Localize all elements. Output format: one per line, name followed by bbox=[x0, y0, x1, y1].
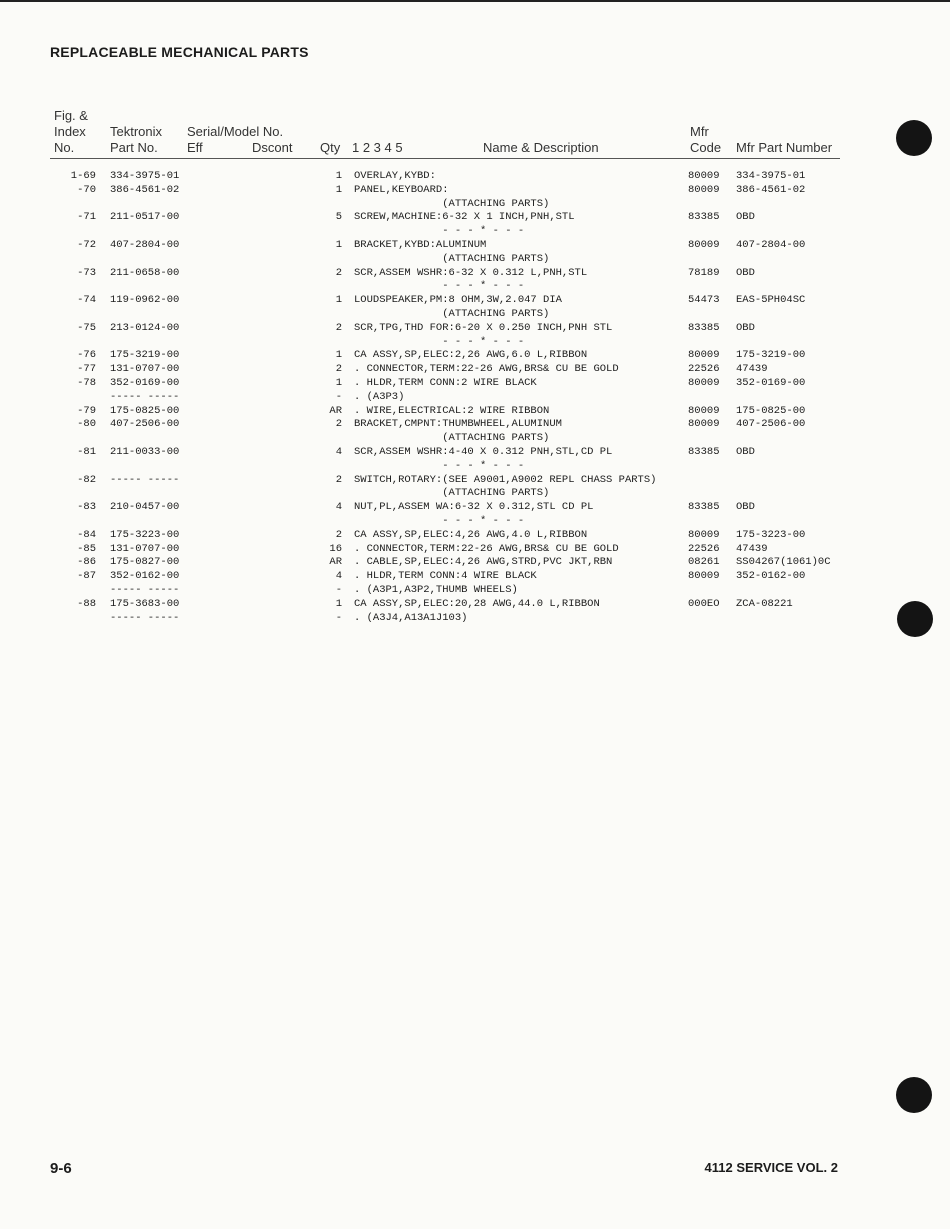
fig-index-cell: -88 bbox=[77, 597, 96, 610]
table-row bbox=[0, 253, 950, 267]
fig-index-cell: 1-69 bbox=[70, 170, 96, 182]
header-fig-index-no bbox=[54, 108, 88, 156]
header-fig-line: Fig. & bbox=[54, 108, 88, 123]
part-number-cell: 119-0962-00 bbox=[110, 294, 180, 307]
qty-cell: 1 bbox=[335, 170, 342, 182]
qty-cell: 2 bbox=[335, 266, 342, 279]
qty-cell: 2 bbox=[335, 418, 342, 431]
table-row bbox=[0, 598, 950, 612]
table-row bbox=[0, 267, 950, 281]
table-row bbox=[0, 584, 950, 598]
description-cell: - - - * - - - bbox=[354, 514, 525, 527]
description-cell: . CONNECTOR,TERM:22-26 AWG,BRS& CU BE GOLD bbox=[354, 363, 619, 376]
mfr-part-number-cell: 352-0169-00 bbox=[736, 376, 806, 389]
qty-cell: 1 bbox=[335, 294, 342, 307]
table-row bbox=[0, 308, 950, 322]
mfr-part-number-cell: 386-4561-02 bbox=[736, 183, 806, 196]
mfr-code-cell: 80009 bbox=[688, 376, 720, 389]
table-row bbox=[0, 391, 950, 405]
table-row bbox=[0, 405, 950, 419]
header-serial-model-no: Serial/Model No. bbox=[187, 124, 284, 139]
fig-index-cell: -80 bbox=[77, 418, 96, 431]
description-cell: . HLDR,TERM CONN:4 WIRE BLACK bbox=[354, 570, 537, 583]
mfr-part-number-cell: OBD bbox=[736, 445, 755, 458]
mfr-part-number-cell: 175-3219-00 bbox=[736, 349, 806, 362]
description-cell: - - - * - - - bbox=[354, 459, 525, 472]
header-qty: Qty bbox=[320, 140, 341, 155]
mfr-part-number-cell: OBD bbox=[736, 501, 755, 514]
fig-index-cell: -76 bbox=[77, 349, 96, 362]
description-cell: CA ASSY,SP,ELEC:20,28 AWG,44.0 L,RIBBON bbox=[354, 597, 600, 610]
mfr-code-cell: 80009 bbox=[688, 238, 720, 251]
description-cell: CA ASSY,SP,ELEC:4,26 AWG,4.0 L,RIBBON bbox=[354, 528, 588, 541]
table-row bbox=[0, 570, 950, 584]
description-cell: . (A3J4,A13A1J103) bbox=[354, 611, 468, 624]
description-cell: (ATTACHING PARTS) bbox=[354, 252, 550, 265]
header-part-no bbox=[110, 124, 162, 156]
mfr-code-cell: 83385 bbox=[688, 321, 720, 334]
fig-index-cell: -81 bbox=[77, 445, 96, 458]
fig-index-cell: -79 bbox=[77, 404, 96, 417]
description-cell: - - - * - - - bbox=[354, 225, 525, 238]
table-row bbox=[0, 280, 950, 294]
qty-cell: - bbox=[335, 390, 342, 403]
fig-index-cell: -82 bbox=[77, 473, 96, 486]
table-row bbox=[0, 515, 950, 529]
qty-cell: 4 bbox=[335, 445, 342, 458]
table-row bbox=[0, 322, 950, 336]
mfr-part-number-cell: 175-3223-00 bbox=[736, 528, 806, 541]
mfr-code-cell: 83385 bbox=[688, 445, 720, 458]
mfr-part-number-cell: 334-3975-01 bbox=[736, 170, 806, 182]
mfr-code-cell: 80009 bbox=[688, 418, 720, 431]
description-cell: SCR,ASSEM WSHR:4-40 X 0.312 PNH,STL,CD PL bbox=[354, 445, 613, 458]
fig-index-cell: -84 bbox=[77, 528, 96, 541]
mfr-part-number-cell: 175-0825-00 bbox=[736, 404, 806, 417]
qty-cell: 1 bbox=[335, 376, 342, 389]
mfr-code-cell: 83385 bbox=[688, 501, 720, 514]
fig-index-cell: -70 bbox=[77, 183, 96, 196]
page-number: 9-6 bbox=[50, 1160, 72, 1177]
mfr-part-number-cell: OBD bbox=[736, 211, 755, 224]
fig-index-cell: -78 bbox=[77, 376, 96, 389]
description-cell: . HLDR,TERM CONN:2 WIRE BLACK bbox=[354, 376, 537, 389]
description-cell: . WIRE,ELECTRICAL:2 WIRE RIBBON bbox=[354, 404, 550, 417]
mfr-part-number-cell: 352-0162-00 bbox=[736, 570, 806, 583]
mfr-code-cell: 22526 bbox=[688, 363, 720, 376]
description-cell: LOUDSPEAKER,PM:8 OHM,3W,2.047 DIA bbox=[354, 294, 562, 307]
description-cell: (ATTACHING PARTS) bbox=[354, 307, 550, 320]
qty-cell: 2 bbox=[335, 363, 342, 376]
part-number-cell: 175-0825-00 bbox=[110, 404, 180, 417]
mfr-code-cell: 54473 bbox=[688, 294, 720, 307]
part-number-cell: 211-0517-00 bbox=[110, 211, 180, 224]
header-mfr-code bbox=[690, 124, 721, 156]
part-number-cell: 175-3683-00 bbox=[110, 597, 180, 610]
mfr-part-number-cell: 407-2804-00 bbox=[736, 238, 806, 251]
manual-title: 4112 SERVICE VOL. 2 bbox=[704, 1160, 838, 1175]
table-row bbox=[0, 170, 950, 184]
mfr-code-cell: 83385 bbox=[688, 211, 720, 224]
part-number-cell: 175-3219-00 bbox=[110, 349, 180, 362]
description-cell: PANEL,KEYBOARD: bbox=[354, 183, 449, 196]
qty-cell: 4 bbox=[335, 570, 342, 583]
qty-cell: 2 bbox=[335, 528, 342, 541]
mfr-code-cell: 80009 bbox=[688, 183, 720, 196]
description-cell: . CABLE,SP,ELEC:4,26 AWG,STRD,PVC JKT,RBN bbox=[354, 556, 613, 569]
description-cell: . CONNECTOR,TERM:22-26 AWG,BRS& CU BE GOLD bbox=[354, 542, 619, 555]
fig-index-cell: -83 bbox=[77, 501, 96, 514]
qty-cell: 1 bbox=[335, 597, 342, 610]
mfr-code-cell: 80009 bbox=[688, 349, 720, 362]
mfr-code-cell: 80009 bbox=[688, 170, 720, 182]
table-row bbox=[0, 432, 950, 446]
mfr-code-cell: 000EO bbox=[688, 597, 720, 610]
mfr-part-number-cell: OBD bbox=[736, 321, 755, 334]
table-row bbox=[0, 349, 950, 363]
mfr-part-number-cell: OBD bbox=[736, 266, 755, 279]
header-dscont: Dscont bbox=[252, 140, 293, 155]
header-mfr-part-number: Mfr Part Number bbox=[736, 140, 833, 155]
part-number-cell: 175-3223-00 bbox=[110, 528, 180, 541]
part-number-cell: 211-0033-00 bbox=[110, 445, 180, 458]
fig-index-cell: -74 bbox=[77, 294, 96, 307]
mfr-part-number-cell: 407-2506-00 bbox=[736, 418, 806, 431]
description-cell: NUT,PL,ASSEM WA:6-32 X 0.312,STL CD PL bbox=[354, 501, 594, 514]
table-row bbox=[0, 474, 950, 488]
header-code-line: Code bbox=[690, 140, 722, 155]
part-number-cell: 407-2804-00 bbox=[110, 238, 180, 251]
part-number-cell: ----- ----- bbox=[110, 390, 180, 403]
mfr-part-number-cell: ZCA-08221 bbox=[736, 597, 793, 610]
header-level-digits: 1 2 3 4 5 bbox=[352, 140, 403, 155]
punch-hole-middle bbox=[897, 601, 933, 637]
page-title: REPLACEABLE MECHANICAL PARTS bbox=[50, 44, 309, 60]
qty-cell: - bbox=[335, 583, 342, 596]
parts-table bbox=[0, 170, 950, 625]
mfr-code-cell: 22526 bbox=[688, 542, 720, 555]
fig-index-cell: -72 bbox=[77, 238, 96, 251]
part-number-cell: ----- ----- bbox=[110, 583, 180, 596]
fig-index-cell: -85 bbox=[77, 542, 96, 555]
description-cell: OVERLAY,KYBD: bbox=[354, 170, 436, 182]
description-cell: BRACKET,CMPNT:THUMBWHEEL,ALUMINUM bbox=[354, 418, 562, 431]
part-number-cell: 386-4561-02 bbox=[110, 183, 180, 196]
part-number-cell: 175-0827-00 bbox=[110, 556, 180, 569]
table-row bbox=[0, 460, 950, 474]
mfr-part-number-cell: 47439 bbox=[736, 363, 768, 376]
header-name-description: Name & Description bbox=[483, 140, 599, 155]
table-row bbox=[0, 225, 950, 239]
table-row bbox=[0, 543, 950, 557]
part-number-cell: 211-0658-00 bbox=[110, 266, 180, 279]
header-rule bbox=[50, 158, 840, 159]
header-no-line: No. bbox=[54, 140, 75, 155]
table-row bbox=[0, 239, 950, 253]
part-number-cell: ----- ----- bbox=[110, 473, 180, 486]
punch-hole-top bbox=[896, 120, 932, 156]
mfr-part-number-cell: SS04267(1061)0C bbox=[736, 556, 831, 569]
header-mfr-line: Mfr bbox=[690, 124, 709, 139]
description-cell: . (A3P1,A3P2,THUMB WHEELS) bbox=[354, 583, 518, 596]
description-cell: SCREW,MACHINE:6-32 X 1 INCH,PNH,STL bbox=[354, 211, 575, 224]
fig-index-cell: -87 bbox=[77, 570, 96, 583]
description-cell: - - - * - - - bbox=[354, 280, 525, 293]
table-row bbox=[0, 184, 950, 198]
part-number-cell: 334-3975-01 bbox=[110, 170, 180, 182]
mfr-code-cell: 80009 bbox=[688, 528, 720, 541]
part-number-cell: 210-0457-00 bbox=[110, 501, 180, 514]
description-cell: SWITCH,ROTARY:(SEE A9001,A9002 REPL CHASS PARTS) bbox=[354, 473, 657, 486]
description-cell: . (A3P3) bbox=[354, 390, 405, 403]
part-number-cell: 352-0162-00 bbox=[110, 570, 180, 583]
table-row bbox=[0, 612, 950, 626]
qty-cell: AR bbox=[329, 404, 342, 417]
part-number-cell: 131-0707-00 bbox=[110, 363, 180, 376]
qty-cell: 5 bbox=[335, 211, 342, 224]
header-tektronix: Tektronix bbox=[110, 124, 163, 139]
part-number-cell: 352-0169-00 bbox=[110, 376, 180, 389]
header-part-no-line: Part No. bbox=[110, 140, 158, 155]
fig-index-cell: -86 bbox=[77, 556, 96, 569]
mfr-code-cell: 78189 bbox=[688, 266, 720, 279]
page-top-edge bbox=[0, 0, 950, 2]
table-row bbox=[0, 418, 950, 432]
table-row bbox=[0, 363, 950, 377]
description-cell: (ATTACHING PARTS) bbox=[354, 487, 550, 500]
description-cell: (ATTACHING PARTS) bbox=[354, 197, 550, 210]
header-index-line: Index bbox=[54, 124, 86, 139]
fig-index-cell: -73 bbox=[77, 266, 96, 279]
fig-index-cell: -75 bbox=[77, 321, 96, 334]
qty-cell: 2 bbox=[335, 321, 342, 334]
qty-cell: 1 bbox=[335, 349, 342, 362]
qty-cell: 4 bbox=[335, 501, 342, 514]
description-cell: BRACKET,KYBD:ALUMINUM bbox=[354, 238, 487, 251]
table-row bbox=[0, 336, 950, 350]
header-eff: Eff bbox=[187, 140, 203, 155]
part-number-cell: 407-2506-00 bbox=[110, 418, 180, 431]
table-row bbox=[0, 198, 950, 212]
mfr-code-cell: 08261 bbox=[688, 556, 720, 569]
description-cell: SCR,ASSEM WSHR:6-32 X 0.312 L,PNH,STL bbox=[354, 266, 588, 279]
qty-cell: AR bbox=[329, 556, 342, 569]
description-cell: CA ASSY,SP,ELEC:2,26 AWG,6.0 L,RIBBON bbox=[354, 349, 588, 362]
qty-cell: 1 bbox=[335, 238, 342, 251]
part-number-cell: 131-0707-00 bbox=[110, 542, 180, 555]
table-row bbox=[0, 294, 950, 308]
description-cell: (ATTACHING PARTS) bbox=[354, 432, 550, 445]
punch-hole-bottom bbox=[896, 1077, 932, 1113]
table-row bbox=[0, 487, 950, 501]
qty-cell: - bbox=[335, 611, 342, 624]
table-row bbox=[0, 501, 950, 515]
table-row bbox=[0, 377, 950, 391]
qty-cell: 1 bbox=[335, 183, 342, 196]
table-row bbox=[0, 529, 950, 543]
mfr-part-number-cell: 47439 bbox=[736, 542, 768, 555]
mfr-part-number-cell: EAS-5PH04SC bbox=[736, 294, 806, 307]
qty-cell: 16 bbox=[329, 542, 342, 555]
description-cell: - - - * - - - bbox=[354, 335, 525, 348]
qty-cell: 2 bbox=[335, 473, 342, 486]
mfr-code-cell: 80009 bbox=[688, 404, 720, 417]
table-row bbox=[0, 556, 950, 570]
description-cell: SCR,TPG,THD FOR:6-20 X 0.250 INCH,PNH STL bbox=[354, 321, 613, 334]
fig-index-cell: -71 bbox=[77, 211, 96, 224]
table-row bbox=[0, 446, 950, 460]
table-row bbox=[0, 211, 950, 225]
fig-index-cell: -77 bbox=[77, 363, 96, 376]
part-number-cell: ----- ----- bbox=[110, 611, 180, 624]
part-number-cell: 213-0124-00 bbox=[110, 321, 180, 334]
mfr-code-cell: 80009 bbox=[688, 570, 720, 583]
